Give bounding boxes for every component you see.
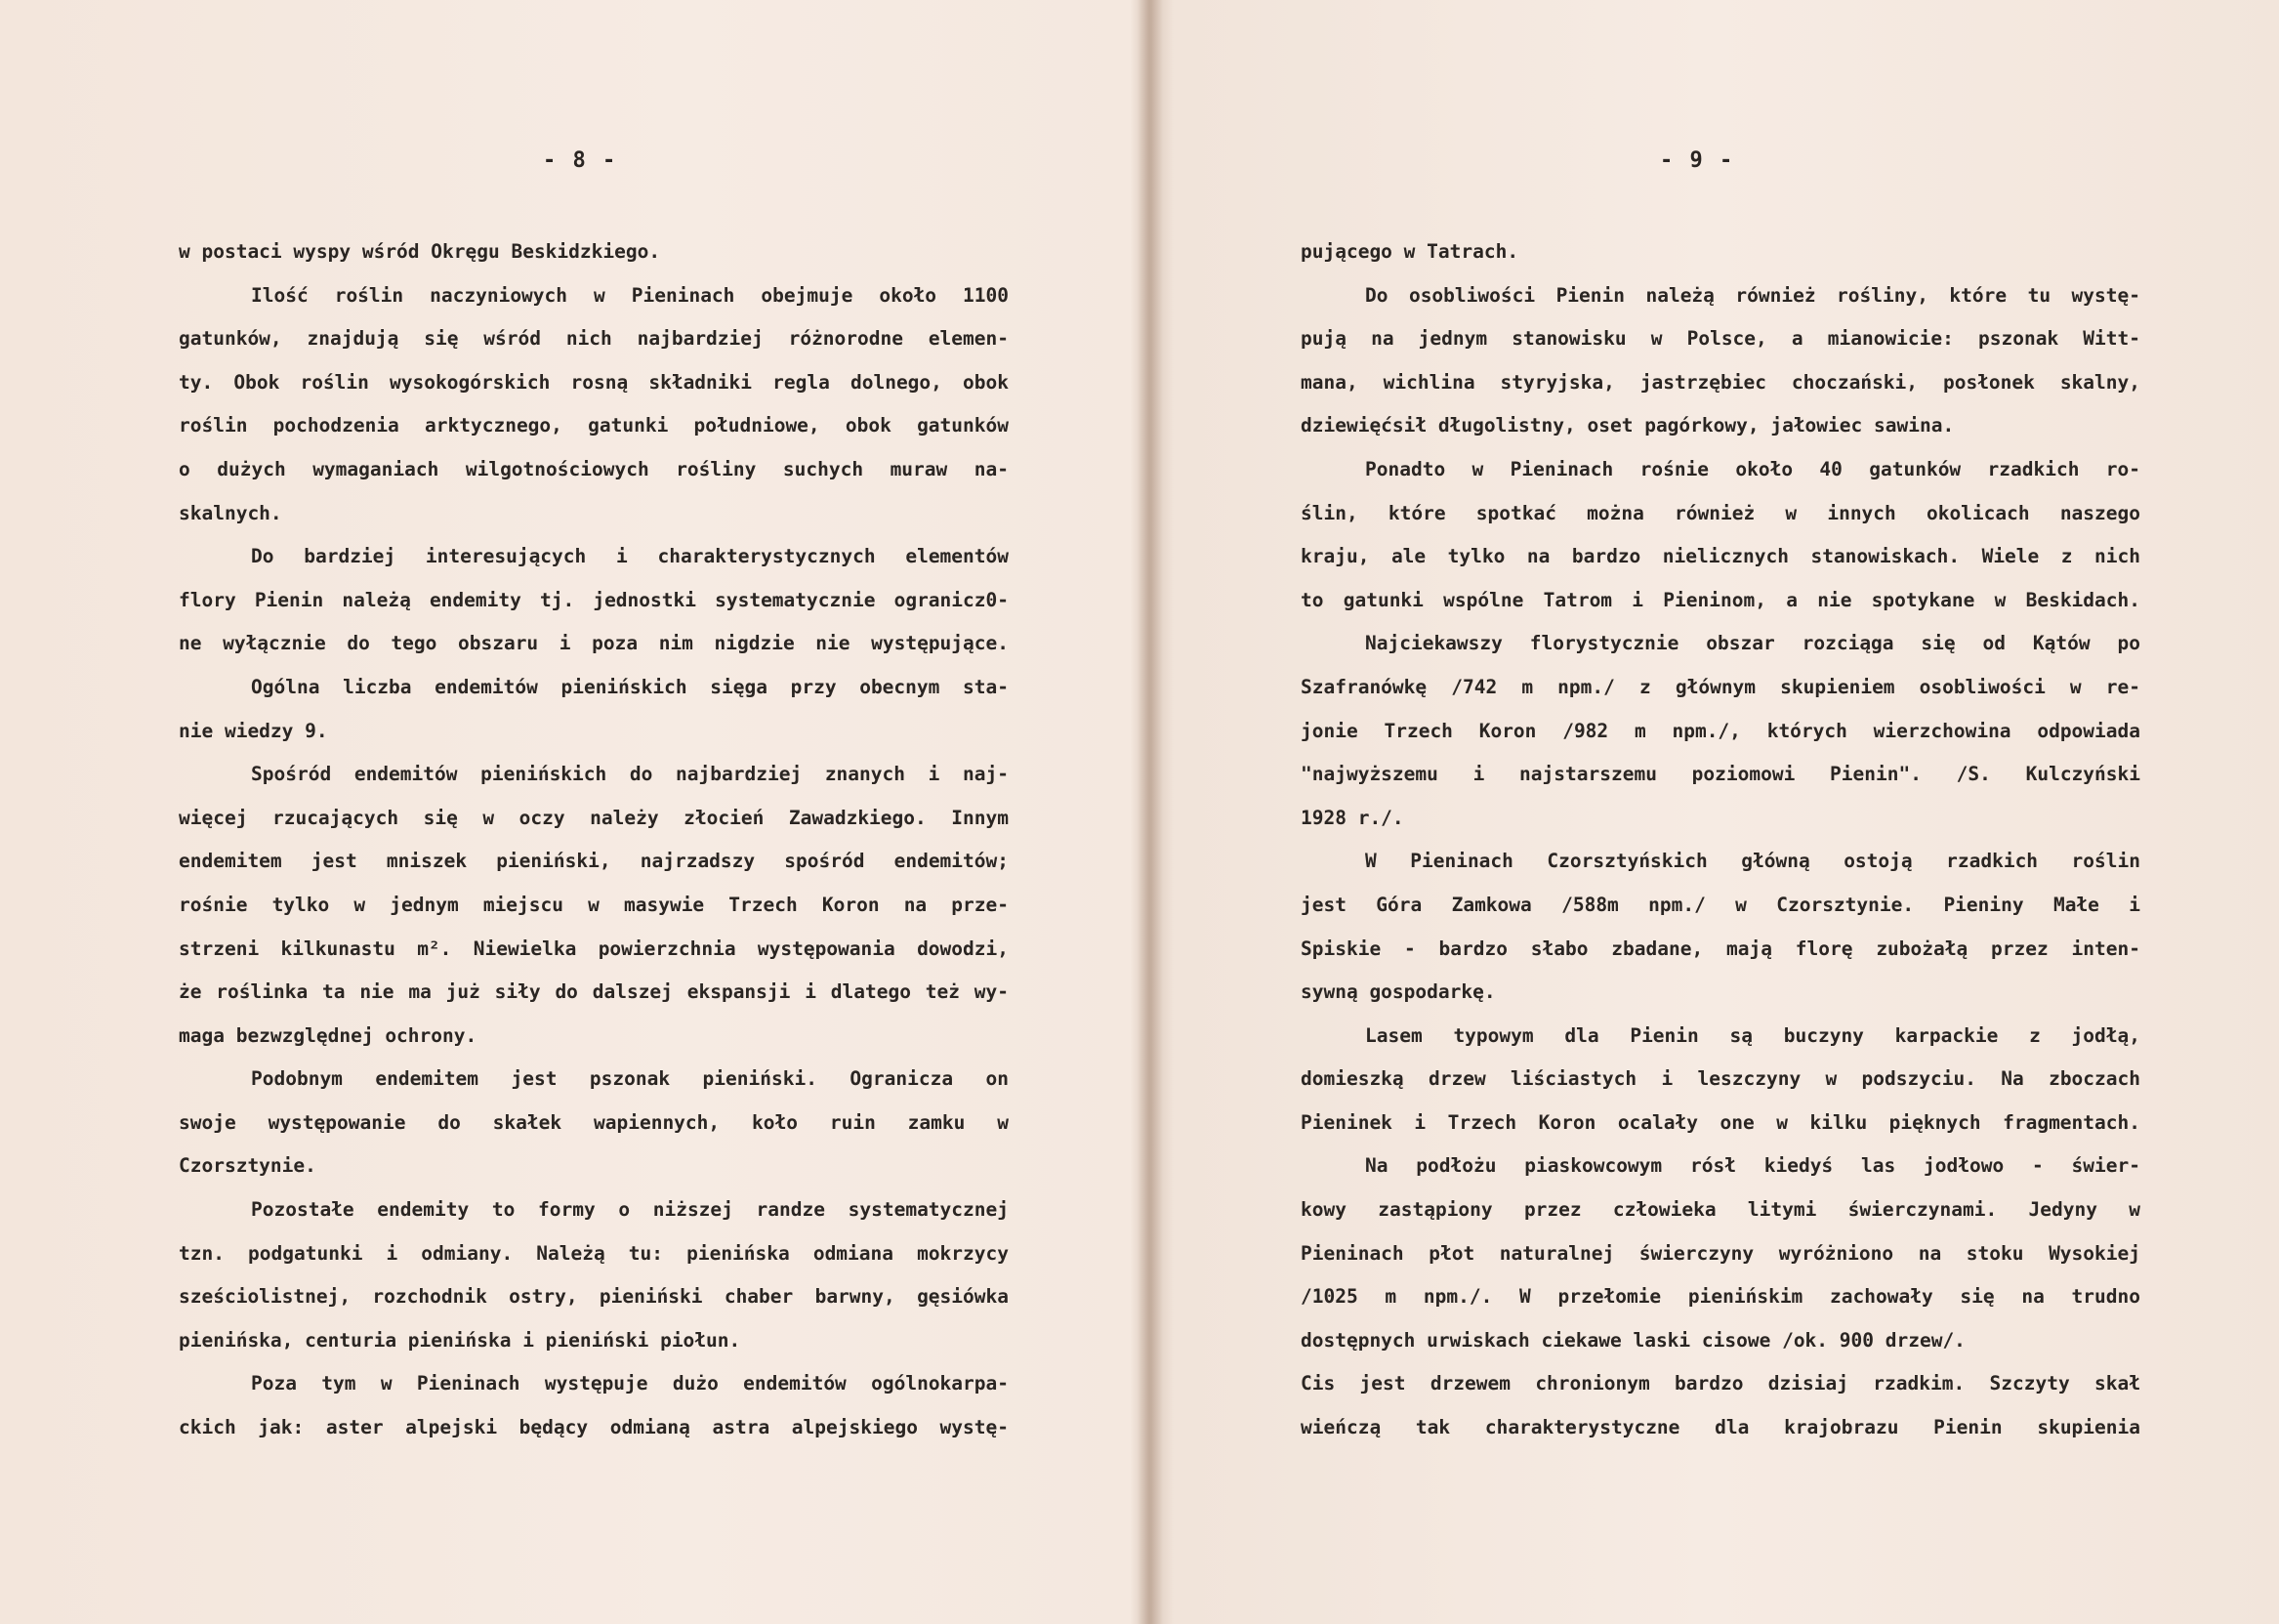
text-line: endemitem jest mniszek pieniński, najrzadszy spośród endemitów; [179, 850, 1009, 873]
text-line: Ogólna liczba endemitów pienińskich sięga przy obecnym sta- [251, 675, 1009, 698]
text-line: Do osobliwości Pienin należą również rośliny, które tu wystę- [1365, 283, 2140, 307]
book-gutter [1138, 0, 1163, 1624]
text-line: w postaci wyspy wśród Okręgu Beskidzkiego. [179, 240, 661, 263]
text-line: sześciolistnej, rozchodnik ostry, pieniński chaber barwny, gęsiówka [179, 1285, 1009, 1309]
right-page-text [1301, 230, 2140, 1450]
text-line: "najwyższemu i najstarszemu poziomowi Pienin". /S. Kulczyński [1301, 763, 2140, 786]
text-line: Spośród endemitów pienińskich do najbardziej znanych i naj- [251, 763, 1009, 786]
text-line: nie wiedzy 9. [179, 719, 328, 742]
text-line: więcej rzucających się w oczy należy złocień Zawadzkiego. Innym [179, 806, 1009, 829]
text-line: sywną gospodarkę. [1301, 980, 1496, 1004]
text-line: Najciekawszy florystycznie obszar rozciąga się od Kątów po [1365, 632, 2140, 655]
text-line: rośnie tylko w jednym miejscu w masywie Trzech Koron na prze- [179, 893, 1009, 916]
text-line: kraju, ale tylko na bardzo nielicznych stanowiskach. Wiele z nich [1301, 545, 2140, 568]
text-line: o dużych wymaganiach wilgotnościowych rośliny suchych muraw na- [179, 457, 1009, 480]
text-line: to gatunki wspólne Tatrom i Pieninom, a nie spotykane w Beskidach. [1301, 588, 2140, 611]
text-line: 1928 r./. [1301, 806, 1404, 829]
text-line: pienińska, centuria pienińska i pieniński piołun. [179, 1328, 741, 1352]
text-line: flory Pienin należą endemity tj. jednostki systematycznie ogranicz0- [179, 588, 1009, 611]
text-line: dziewięćsił długolistny, oset pagórkowy, jałowiec sawina. [1301, 414, 1955, 437]
text-line: tzn. podgatunki i odmiany. Należą tu: pienińska odmiana mokrzycy [179, 1241, 1009, 1265]
text-line: Pozostałe endemity to formy o niższej randze systematycznej [251, 1198, 1009, 1222]
text-line: Na podłożu piaskowcowym rósł kiedyś las jodłowo - świer- [1365, 1154, 2140, 1178]
text-line: Szafranówkę /742 m npm./ z głównym skupieniem osobliwości w re- [1301, 675, 2140, 698]
text-line: Lasem typowym dla Pienin są buczyny karpackie z jodłą, [1365, 1023, 2140, 1047]
text-line: Pieninek i Trzech Koron ocalały one w kilku pięknych fragmentach. [1301, 1110, 2140, 1134]
text-line: Poza tym w Pieninach występuje dużo endemitów ogólnokarpa- [251, 1372, 1009, 1395]
text-line: domieszką drzew liściastych i leszczyny w podszyciu. Na zboczach [1301, 1067, 2140, 1091]
text-line: ne wyłącznie do tego obszaru i poza nim nigdzie nie występujące. [179, 632, 1009, 655]
text-line: pują na jednym stanowisku w Polsce, a mianowicie: pszonak Witt- [1301, 327, 2140, 351]
text-line: roślin pochodzenia arktycznego, gatunki południowe, obok gatunków [179, 414, 1009, 437]
text-line: Pieninach płot naturalnej świerczyny wyróżniono na stoku Wysokiej [1301, 1241, 2140, 1265]
right-page [1162, 0, 2279, 1624]
text-line: wieńczą tak charakterystyczne dla krajobrazu Pienin skupienia [1301, 1416, 2140, 1439]
text-line: Ilość roślin naczyniowych w Pieninach obejmuje około 1100 [251, 283, 1009, 307]
text-line: Cis jest drzewem chronionym bardzo dzisiaj rzadkim. Szczyty skał [1301, 1372, 2140, 1395]
text-line: Do bardziej interesujących i charakterystycznych elementów [251, 545, 1009, 568]
text-line: Czorsztynie. [179, 1154, 316, 1178]
text-line: swoje występowanie do skałek wapiennych, koło ruin zamku w [179, 1110, 1009, 1134]
text-line: Podobnym endemitem jest pszonak pieniński. Ogranicza on [251, 1067, 1009, 1091]
text-line: mana, wichlina styryjska, jastrzębiec choczański, posłonek skalny, [1301, 370, 2140, 394]
text-line: /1025 m npm./. W przełomie pienińskim zachowały się na trudno [1301, 1285, 2140, 1309]
text-line: ślin, które spotkać można również w innych okolicach naszego [1301, 501, 2140, 524]
text-line: jonie Trzech Koron /982 m npm./, których wierzchowina odpowiada [1301, 719, 2140, 742]
text-line: kowy zastąpiony przez człowieka litymi świerczynami. Jedyny w [1301, 1198, 2140, 1222]
text-line: ty. Obok roślin wysokogórskich rosną składniki regla dolnego, obok [179, 370, 1009, 394]
text-line: W Pieninach Czorsztyńskich główną ostoją rzadkich roślin [1365, 850, 2140, 873]
page-number-left: - 8 - [543, 148, 618, 173]
text-line: strzeni kilkunastu m². Niewielka powierzchnia występowania dowodzi, [179, 937, 1009, 960]
text-line: maga bezwzględnej ochrony. [179, 1023, 477, 1047]
text-line: że roślinka ta nie ma już siły do dalszej ekspansji i dlatego też wy- [179, 980, 1009, 1004]
text-line: gatunków, znajdują się wśród nich najbardziej różnorodne elemen- [179, 327, 1009, 351]
text-line: dostępnych urwiskach ciekawe laski cisowe /ok. 900 drzew/. [1301, 1328, 1966, 1352]
text-line: jest Góra Zamkowa /588m npm./ w Czorsztynie. Pieniny Małe i [1301, 893, 2140, 916]
text-line: Ponadto w Pieninach rośnie około 40 gatunków rzadkich ro- [1365, 457, 2140, 480]
text-line: skalnych. [179, 501, 282, 524]
text-line: Spiskie - bardzo słabo zbadane, mają florę zubożałą przez inten- [1301, 937, 2140, 960]
left-page-text [179, 230, 1009, 1450]
page-number-right: - 9 - [1660, 148, 1735, 173]
text-line: ckich jak: aster alpejski będący odmianą astra alpejskiego wystę- [179, 1416, 1009, 1439]
text-line: pującego w Tatrach. [1301, 240, 1519, 263]
